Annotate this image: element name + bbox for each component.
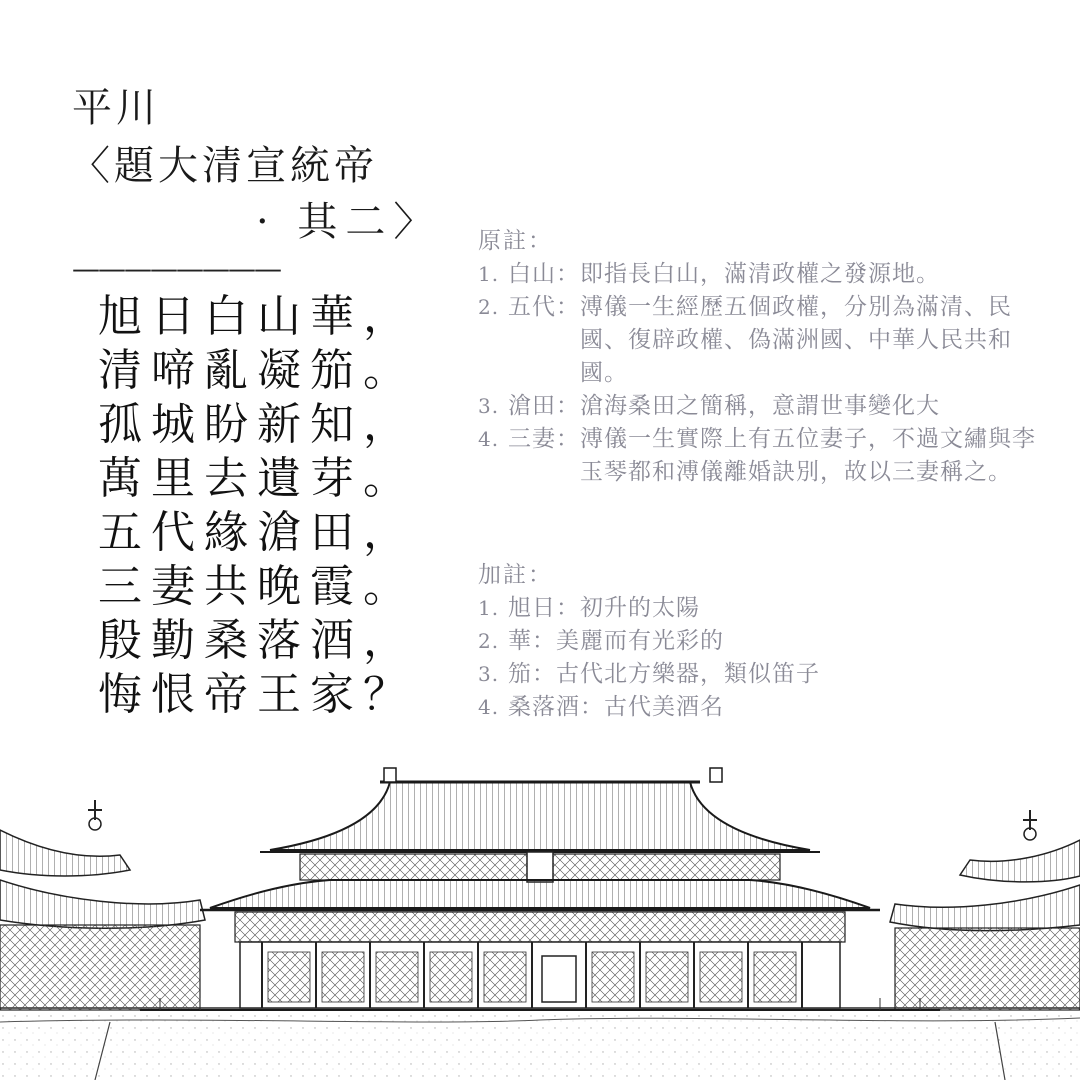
poem-title-line2: · 其二〉 <box>256 199 442 245</box>
poem-line: 殷勤桑落酒， <box>98 615 416 666</box>
poem-body <box>98 290 416 722</box>
poem-author: 平川 <box>72 85 160 131</box>
original-note-item <box>478 423 1058 489</box>
note-text: 溥儀一生經歷五個政權，分別為滿清、民國、復辟政權、偽滿洲國、中華人民共和國。 <box>580 294 1012 386</box>
added-notes <box>478 558 1058 724</box>
note-number: 4. <box>478 427 500 451</box>
poem-title-line1: 〈題大清宣統帝 <box>70 143 378 189</box>
original-notes-heading: 原註： <box>478 228 553 254</box>
note-term: 旭日： <box>508 595 580 621</box>
poem-line: 悔恨帝王家？ <box>98 669 416 720</box>
poem-line: 孤城盼新知， <box>98 399 416 450</box>
palace-sketch-icon <box>0 760 1080 1080</box>
note-number: 1. <box>478 262 500 286</box>
original-note-item <box>478 258 1058 291</box>
note-text: 滄海桑田之簡稱，意謂世事變化大 <box>580 393 940 419</box>
note-term: 五代： <box>508 294 580 320</box>
added-note-item <box>478 625 1058 658</box>
note-number: 3. <box>478 662 500 686</box>
poem-line: 清啼亂凝笳。 <box>98 345 416 396</box>
note-text: 古代北方樂器，類似笛子 <box>556 661 820 687</box>
note-term: 三妻： <box>508 426 580 452</box>
poem-line: 五代緣滄田， <box>98 507 416 558</box>
note-term: 桑落酒： <box>508 694 604 720</box>
title-divider: ———————— <box>72 252 280 285</box>
note-number: 1. <box>478 596 500 620</box>
note-term: 白山： <box>508 261 580 287</box>
added-notes-heading: 加註： <box>478 562 553 588</box>
poem-line: 萬里去遺芽。 <box>98 453 416 504</box>
added-note-item <box>478 691 1058 724</box>
added-note-item <box>478 592 1058 625</box>
note-number: 4. <box>478 695 500 719</box>
note-text: 古代美酒名 <box>604 694 724 720</box>
note-text: 即指長白山，滿清政權之發源地。 <box>580 261 940 287</box>
note-term: 滄田： <box>508 393 580 419</box>
note-text: 溥儀一生實際上有五位妻子，不過文繡與李玉琴都和溥儀離婚訣別，故以三妻稱之。 <box>580 426 1036 485</box>
note-term: 華： <box>508 628 556 654</box>
note-number: 3. <box>478 394 500 418</box>
note-number: 2. <box>478 295 500 319</box>
added-note-item <box>478 658 1058 691</box>
original-note-item <box>478 390 1058 423</box>
original-notes <box>478 224 1058 489</box>
note-number: 2. <box>478 629 500 653</box>
note-text: 美麗而有光彩的 <box>556 628 724 654</box>
poem-line: 旭日白山華， <box>98 291 416 342</box>
poem-line: 三妻共晚霞。 <box>98 561 416 612</box>
note-term: 笳： <box>508 661 556 687</box>
original-note-item <box>478 291 1058 390</box>
note-text: 初升的太陽 <box>580 595 700 621</box>
